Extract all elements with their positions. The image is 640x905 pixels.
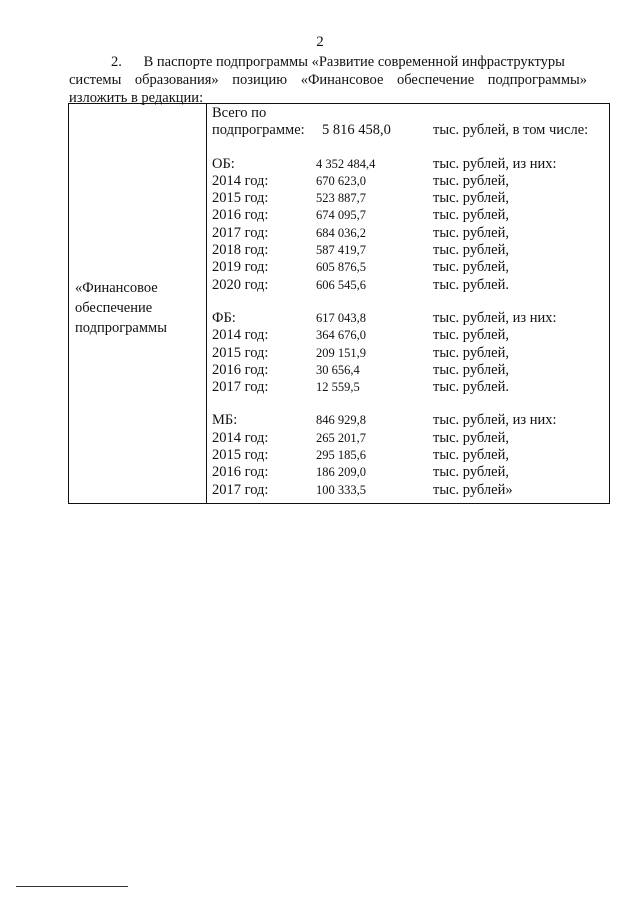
total-label-row: Всего по [212,105,267,121]
year-unit: тыс. рублей, [433,172,509,189]
year-label: 2015 год: [212,344,269,361]
funding-source-unit: тыс. рублей, из них: [433,309,557,326]
year-label: 2014 год: [212,172,269,189]
year-label: 2017 год: [212,481,269,498]
funding-group-header [212,412,605,429]
table-column-divider [206,104,207,503]
year-label: 2016 год: [212,207,269,224]
year-unit: тыс. рублей, [433,327,509,344]
table-row [212,430,605,447]
year-value: 186 209,0 [316,465,366,480]
position-label: «Финансовое обеспечение подпрограммы [75,280,167,336]
paragraph-number: 2. [111,54,122,70]
group-spacer [212,140,605,156]
year-unit: тыс. рублей, [433,190,509,207]
group-spacer [212,396,605,412]
funding-source-unit: тыс. рублей, из них: [433,412,557,429]
total-value: 5 816 458,0 [322,122,391,139]
year-unit: тыс. рублей, [433,429,509,446]
year-value: 523 887,7 [316,191,366,206]
year-value: 364 676,0 [316,328,366,343]
year-label: 2014 год: [212,429,269,446]
table-row [212,207,605,224]
year-value: 209 151,9 [316,345,366,360]
year-value: 295 185,6 [316,448,366,463]
footer-rule [16,886,128,887]
year-value: 606 545,6 [316,277,366,292]
year-unit: тыс. рублей. [433,379,509,396]
funding-group-header [212,310,605,327]
total-row: подпрограмме: 5 816 458,0 тыс. рублей, в том числе: [212,122,589,139]
table-row [212,482,605,499]
year-unit: тыс. рублей, [433,344,509,361]
table-row [212,259,605,276]
year-value: 12 559,5 [316,380,360,395]
year-unit: тыс. рублей» [433,481,513,498]
financing-details [212,105,605,499]
funding-source-label: МБ: [212,412,238,429]
year-value: 684 036,2 [316,225,366,240]
year-unit: тыс. рублей, [433,361,509,378]
table-row [212,464,605,481]
funding-source-unit: тыс. рублей, из них: [433,155,557,172]
table-row [212,379,605,396]
amendment-paragraph [69,53,587,107]
year-unit: тыс. рублей, [433,464,509,481]
year-unit: тыс. рублей, [433,224,509,241]
year-label: 2016 год: [212,464,269,481]
group-spacer [212,294,605,310]
year-label: 2014 год: [212,327,269,344]
year-unit: тыс. рублей. [433,276,509,293]
year-label: 2019 год: [212,259,269,276]
year-unit: тыс. рублей, [433,259,509,276]
funding-source-label: ОБ: [212,155,235,172]
table-row [212,345,605,362]
year-value: 587 419,7 [316,243,366,258]
funding-group-header [212,156,605,173]
year-value: 670 623,0 [316,173,366,188]
table-row [212,362,605,379]
table-row [212,190,605,207]
year-label: 2020 год: [212,276,269,293]
year-unit: тыс. рублей, [433,242,509,259]
funding-source-value: 617 043,8 [316,310,366,325]
year-label: 2018 год: [212,242,269,259]
funding-source-value: 846 929,8 [316,413,366,428]
year-label: 2015 год: [212,447,269,464]
table-row [212,277,605,294]
year-value: 674 095,7 [316,208,366,223]
year-value: 605 876,5 [316,260,366,275]
table-row [212,225,605,242]
paragraph-line-2: системы образования» позицию «Финансовое обеспечение подпрограммы» [69,72,587,88]
year-label: 2017 год: [212,224,269,241]
paragraph-line-3: изложить в редакции: [69,90,204,106]
table-row [212,173,605,190]
year-value: 30 656,4 [316,362,360,377]
year-unit: тыс. рублей, [433,447,509,464]
year-unit: тыс. рублей, [433,207,509,224]
table-row [212,242,605,259]
financing-table [68,103,610,504]
year-value: 100 333,5 [316,482,366,497]
year-label: 2017 год: [212,379,269,396]
funding-source-label: ФБ: [212,309,236,326]
year-label: 2016 год: [212,361,269,378]
funding-source-value: 4 352 484,4 [316,156,376,171]
page-number: 2 [316,34,324,50]
year-value: 265 201,7 [316,430,366,445]
year-label: 2015 год: [212,190,269,207]
paragraph-line-1: 2. В паспорте подпрограммы «Развитие современной инфраструктуры [111,54,565,70]
table-row [212,447,605,464]
table-row [212,327,605,344]
